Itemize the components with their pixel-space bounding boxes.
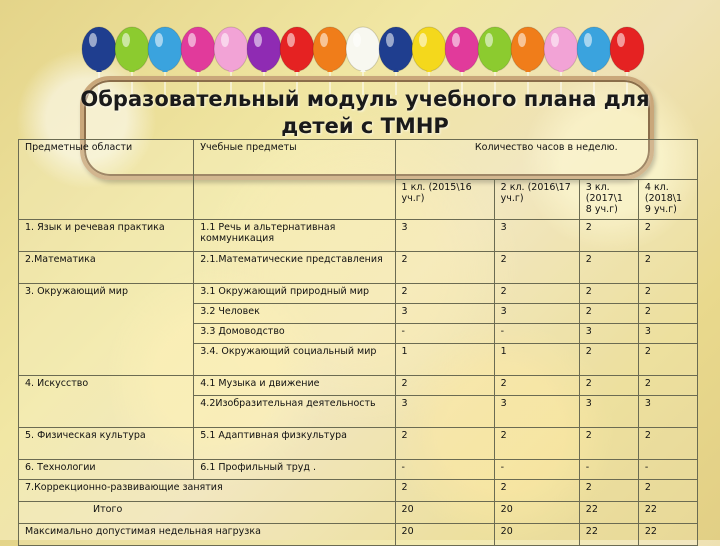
subject-name: 3.1 Окружающий природный мир — [194, 284, 395, 304]
hours-cell: 3 — [494, 220, 579, 252]
hours-cell: 1 — [494, 344, 579, 376]
max-label: Максимально допустимая недельная нагрузка — [19, 524, 396, 546]
table-row-total — [19, 502, 698, 524]
header-grade-2: 2 кл. (2016\17 уч.г) — [494, 180, 579, 220]
hours-cell: 2 — [579, 220, 638, 252]
hours-cell: 2 — [638, 304, 697, 324]
table-row — [19, 428, 698, 460]
hours-cell: 2 — [579, 284, 638, 304]
hours-cell: 3 — [494, 396, 579, 428]
hours-cell: 2 — [395, 252, 494, 284]
hours-cell: 2 — [494, 428, 579, 460]
hours-cell: - — [579, 460, 638, 480]
subject-name: 5.1 Адаптивная физкультура — [194, 428, 395, 460]
hours-cell: 2 — [579, 252, 638, 284]
hours-cell: 2 — [395, 284, 494, 304]
hours-cell: 2 — [638, 428, 697, 460]
hours-cell: - — [638, 460, 697, 480]
table-row — [19, 284, 698, 304]
table-row — [19, 460, 698, 480]
max-hours-3: 22 — [579, 524, 638, 546]
hours-cell: 2 — [395, 376, 494, 396]
total-hours-3: 22 — [579, 502, 638, 524]
title-line-2: детей с ТМНР — [281, 114, 449, 138]
total-hours-1: 20 — [395, 502, 494, 524]
hours-cell: 3 — [579, 396, 638, 428]
hours-cell: 2 — [579, 344, 638, 376]
hours-cell: 3 — [494, 304, 579, 324]
hours-cell: - — [395, 324, 494, 344]
hours-cell: 2 — [638, 220, 697, 252]
max-hours-2: 20 — [494, 524, 579, 546]
hours-cell: 2 — [395, 428, 494, 460]
subject-name: 3.3 Домоводство — [194, 324, 395, 344]
hours-cell: 2 — [638, 376, 697, 396]
correction-hours-3: 2 — [579, 480, 638, 502]
subject-name: 3.4. Окружающий социальный мир — [194, 344, 395, 376]
correction-hours-1: 2 — [395, 480, 494, 502]
hours-cell: 2 — [494, 284, 579, 304]
hours-cell: 3 — [395, 396, 494, 428]
correction-hours-4: 2 — [638, 480, 697, 502]
hours-cell: 2 — [638, 252, 697, 284]
header-grade-4: 4 кл. (2018\1 9 уч.г) — [638, 180, 697, 220]
hours-cell: 3 — [638, 396, 697, 428]
subject-name: 6.1 Профильный труд . — [194, 460, 395, 480]
subject-name: 3.2 Человек — [194, 304, 395, 324]
hours-cell: 3 — [638, 324, 697, 344]
hours-cell: 3 — [579, 324, 638, 344]
hours-cell: 2 — [638, 284, 697, 304]
subject-area: 2.Математика — [19, 252, 194, 284]
subject-name: 4.1 Музыка и движение — [194, 376, 395, 396]
table-row-max — [19, 524, 698, 546]
subject-area: 6. Технологии — [19, 460, 194, 480]
hours-cell: 1 — [395, 344, 494, 376]
max-hours-1: 20 — [395, 524, 494, 546]
hours-cell: - — [395, 460, 494, 480]
table-row — [19, 220, 698, 252]
curriculum-table — [18, 139, 698, 546]
title-line-1: Образовательный модуль учебного плана для — [80, 87, 650, 111]
hours-cell: 2 — [579, 304, 638, 324]
correction-hours-2: 2 — [494, 480, 579, 502]
page-title — [80, 86, 650, 140]
hours-cell: 2 — [494, 252, 579, 284]
header-areas: Предметные области — [19, 140, 194, 220]
table-row — [19, 252, 698, 284]
total-hours-4: 22 — [638, 502, 697, 524]
hours-cell: 3 — [395, 220, 494, 252]
hours-cell: 2 — [494, 376, 579, 396]
subject-name: 4.2Изобразительная деятельность — [194, 396, 395, 428]
header-hours: Количество часов в неделю. — [395, 140, 697, 180]
header-grade-3: 3 кл. (2017\1 8 уч.г) — [579, 180, 638, 220]
subject-area: 3. Окружающий мир — [19, 284, 194, 376]
subject-name: 2.1.Математические представления — [194, 252, 395, 284]
subject-area: 5. Физическая культура — [19, 428, 194, 460]
hours-cell: 2 — [579, 428, 638, 460]
hours-cell: 2 — [579, 376, 638, 396]
hours-cell: 3 — [395, 304, 494, 324]
table-row — [19, 376, 698, 396]
header-grade-1: 1 кл. (2015\16 уч.г) — [395, 180, 494, 220]
table-row-correction — [19, 480, 698, 502]
subject-name: 1.1 Речь и альтернативная коммуникация — [194, 220, 395, 252]
subject-area: 4. Искусство — [19, 376, 194, 428]
hours-cell: - — [494, 460, 579, 480]
total-label: Итого — [19, 502, 396, 524]
max-hours-4: 22 — [638, 524, 697, 546]
total-hours-2: 20 — [494, 502, 579, 524]
hours-cell: 2 — [638, 344, 697, 376]
correction-label: 7.Коррекционно-развивающие занятия — [19, 480, 396, 502]
header-subjects: Учебные предметы — [194, 140, 395, 220]
hours-cell: - — [494, 324, 579, 344]
subject-area: 1. Язык и речевая практика — [19, 220, 194, 252]
